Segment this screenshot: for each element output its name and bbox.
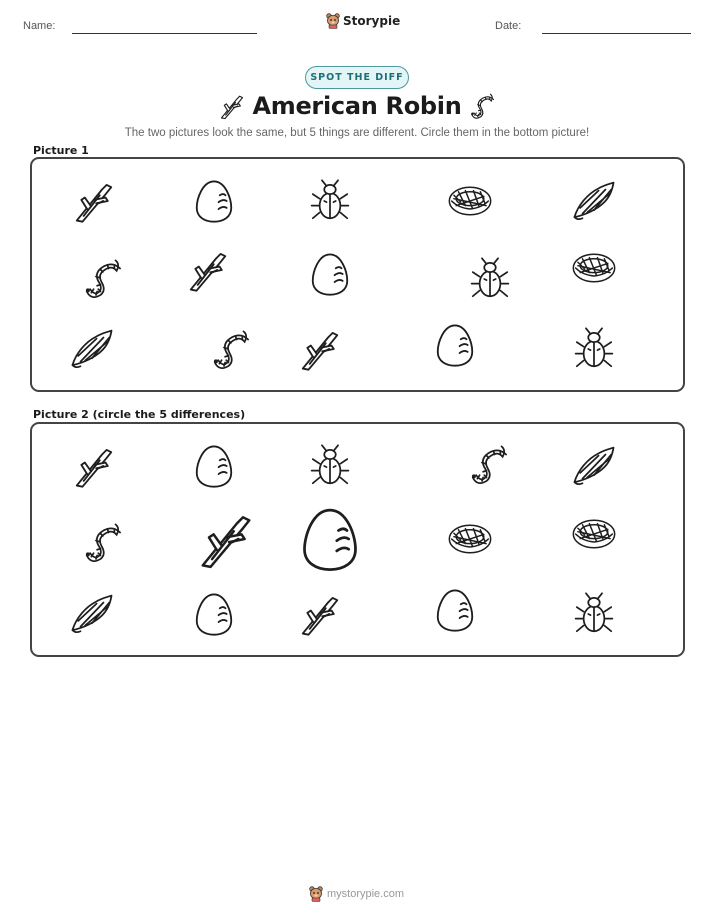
picture-2-egg-icon[interactable]: [296, 505, 364, 573]
footer: [309, 886, 404, 902]
picture-2-egg-icon[interactable]: [432, 587, 478, 633]
page-title: American Robin: [252, 92, 462, 120]
picture-2-nest-icon[interactable]: [447, 516, 493, 562]
picture-2-beetle-icon[interactable]: [571, 591, 617, 637]
picture-2-branch-icon[interactable]: [297, 591, 343, 637]
picture-1-egg-icon: [432, 322, 478, 368]
picture-2-branch-icon[interactable]: [195, 508, 257, 570]
brand-name: Storypie: [343, 14, 401, 28]
date-line: [542, 33, 691, 34]
picture-1-wing-icon: [69, 326, 115, 372]
date-label: Date:: [495, 20, 522, 32]
picture-2-wing-icon[interactable]: [69, 591, 115, 637]
picture-1-branch-icon: [71, 178, 117, 224]
picture-1-branch-icon: [185, 247, 231, 293]
picture-1-worm-icon: [209, 328, 255, 374]
picture-2-egg-icon[interactable]: [191, 591, 237, 637]
picture-1-label: Picture 1: [33, 144, 89, 157]
brand-logo: [326, 13, 400, 29]
name-label: Name:: [23, 20, 56, 32]
picture-2-label: Picture 2 (circle the 5 differences): [33, 408, 246, 421]
bear-icon: [309, 886, 323, 902]
picture-2-worm-icon[interactable]: [467, 443, 513, 489]
picture-1-beetle-icon: [307, 178, 353, 224]
picture-1-egg-icon: [307, 251, 353, 297]
picture-1-beetle-icon: [467, 256, 513, 302]
instructions: The two pictures look the same, but 5 things are different. Circle them in the bottom picture!: [124, 127, 590, 139]
picture-1-branch-icon: [297, 326, 343, 372]
footer-url: mystorypie.com: [327, 888, 405, 900]
picture-1-worm-icon: [81, 257, 127, 303]
name-line: [72, 33, 257, 34]
picture-1-wing-icon: [571, 178, 617, 224]
picture-2-beetle-icon[interactable]: [307, 443, 353, 489]
picture-1-egg-icon: [191, 178, 237, 224]
picture-2-wing-icon[interactable]: [571, 443, 617, 489]
picture-1-panel: [30, 157, 685, 392]
picture-2-worm-icon[interactable]: [81, 521, 127, 567]
bear-icon: [326, 13, 340, 29]
picture-2-panel[interactable]: [30, 422, 685, 657]
picture-2-branch-icon[interactable]: [71, 443, 117, 489]
picture-1-beetle-icon: [571, 326, 617, 372]
picture-1-nest-icon: [447, 178, 493, 224]
picture-2-egg-icon[interactable]: [191, 443, 237, 489]
picture-1-nest-icon: [571, 245, 617, 291]
picture-2-nest-icon[interactable]: [571, 511, 617, 557]
worm-icon: [468, 92, 498, 122]
spot-the-diff-badge: SPOT THE DIFF: [305, 66, 409, 89]
